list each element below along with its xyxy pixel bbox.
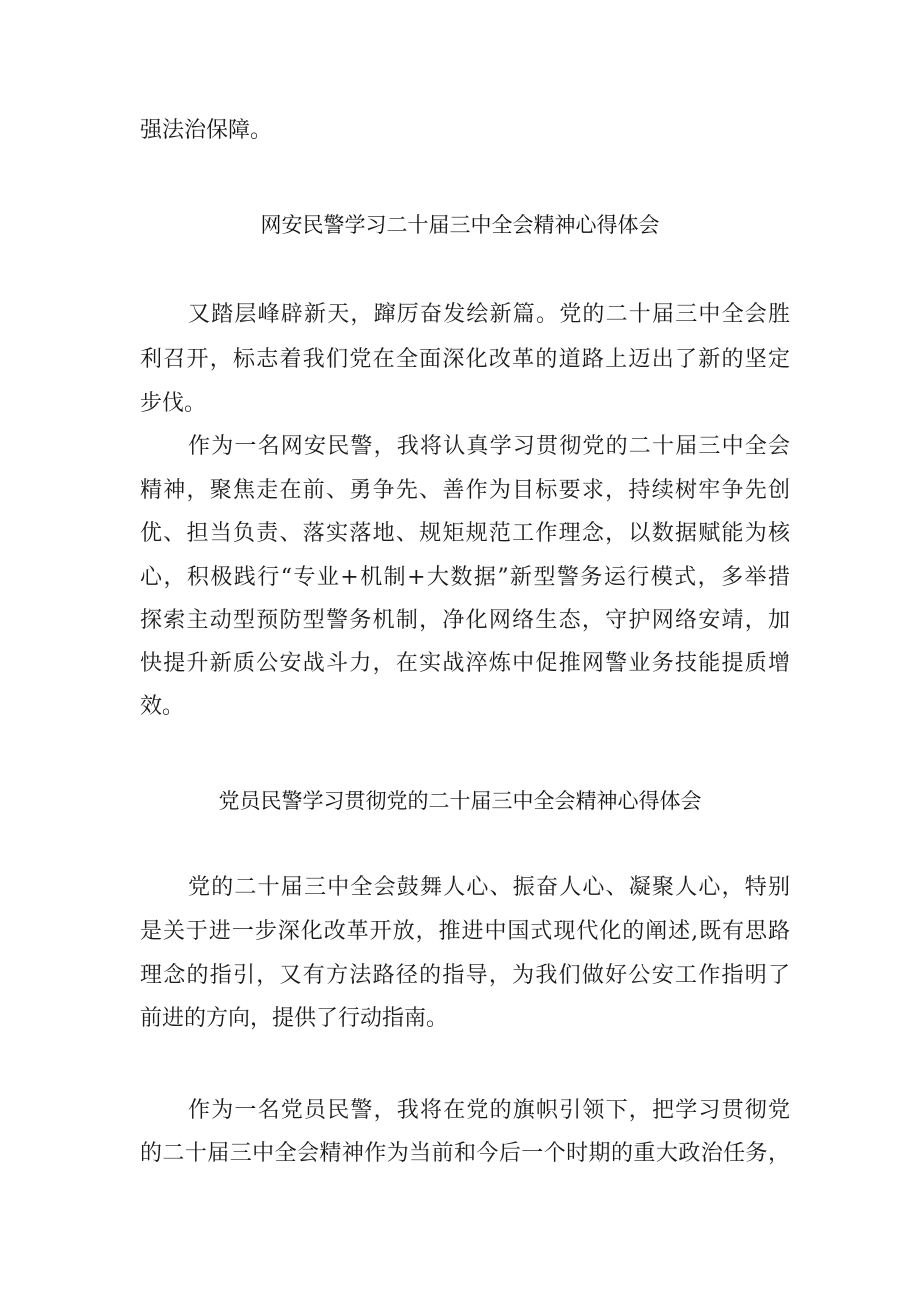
paragraph-line: 理念的指引，又有方法路径的指导，为我们做好公安工作指明了 <box>140 963 790 988</box>
paragraph-line: 是关于进一步深化改革开放，推进中国式现代化的阐述,既有思路 <box>140 919 790 944</box>
paragraph-line: 作为一名党员民警，我将在党的旗帜引领下，把学习贯彻党 <box>188 1098 790 1123</box>
paragraph-line: 作为一名网安民警，我将认真学习贯彻党的二十届三中全会 <box>188 434 790 459</box>
paragraph-line: 优、担当负责、落实落地、规矩规范工作理念，以数据赋能为核 <box>140 521 790 546</box>
paragraph-line: 心，积极践行“专业+机制+大数据”新型警务运行模式，多举措 <box>140 565 790 590</box>
section-heading: 党员民警学习贯彻党的二十届三中全会精神心得体会 <box>218 789 702 813</box>
paragraph-line: 的二十届三中全会精神作为当前和今后一个时期的重大政治任务， <box>140 1141 790 1166</box>
paragraph-line: 快提升新质公安战斗力，在实战淬炼中促推网警业务技能提质增 <box>140 651 790 676</box>
paragraph-line: 探索主动型预防型警务机制，净化网络生态，守护网络安靖，加 <box>140 608 790 633</box>
paragraph-line: 党的二十届三中全会鼓舞人心、振奋人心、凝聚人心，特别 <box>188 875 790 900</box>
paragraph-line: 前进的方向，提供了行动指南。 <box>140 1006 449 1031</box>
paragraph-line: 利召开，标志着我们党在全面深化改革的道路上迈出了新的坚定 <box>140 347 790 372</box>
paragraph-line: 效。 <box>140 694 185 719</box>
paragraph-line: 又踏层峰辟新天，蹿厉奋发绘新篇。党的二十届三中全会胜 <box>188 302 790 327</box>
paragraph-line: 强法治保障。 <box>140 118 273 143</box>
section-heading: 网安民警学习二十届三中全会精神心得体会 <box>260 213 660 237</box>
paragraph-line: 步伐。 <box>140 391 207 416</box>
paragraph-line: 精神，聚焦走在前、勇争先、善作为目标要求，持续树牢争先创 <box>140 478 790 503</box>
